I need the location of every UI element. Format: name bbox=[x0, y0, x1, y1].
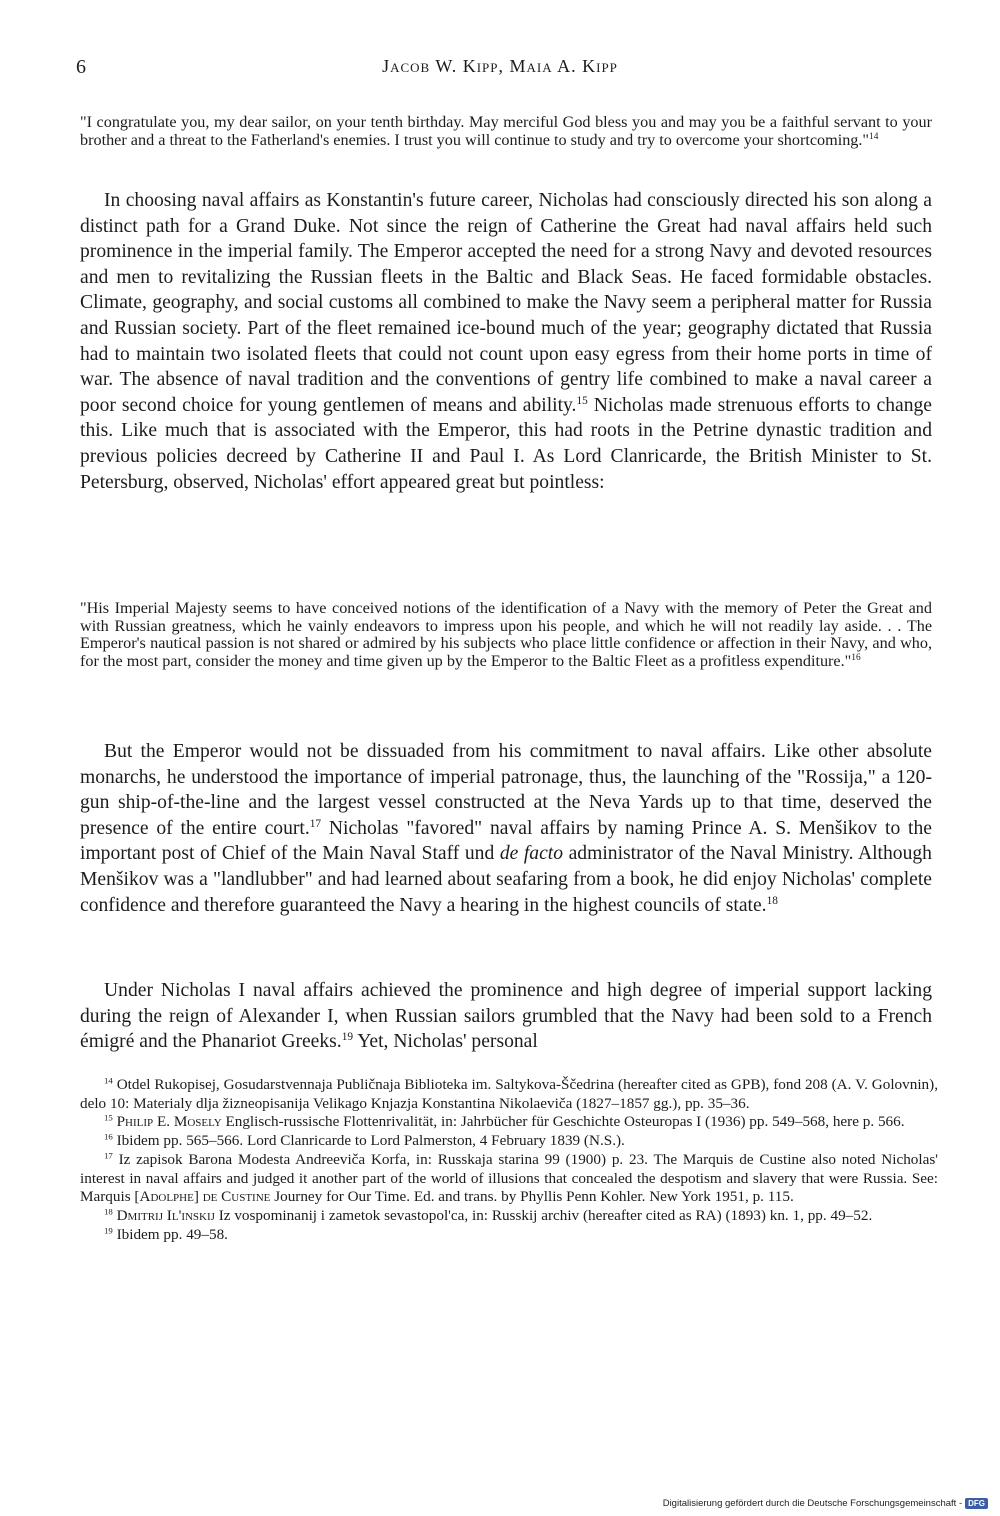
footnote-text: Iz zapisok Barona Modesta Andreeviča Korfa, in: Russkaja starina 99 (1900) p. 23. The Marquis de Custine also noted Nicholas' interest in naval affairs and judged it another part of the world of illusions that concealed the despotism and slavery that were Russia. See: Marquis bbox=[80, 1150, 938, 1206]
footnote-number: 14 bbox=[104, 1075, 113, 1086]
footnote-number: 17 bbox=[104, 1150, 113, 1161]
footnote-text: Ibidem pp. 49–58. bbox=[116, 1225, 228, 1243]
footnote-ref-18: 18 bbox=[766, 894, 778, 907]
digitization-footer bbox=[663, 1498, 988, 1509]
quote2-text: "His Imperial Majesty seems to have conceived notions of the identification of a Navy with the memory of Peter the Great and with Russian greatness, which he vainly endeavors to impress upon his people, and which he will not readily lay aside. . . The Emperor's nautical passion is not shared or admired by his subjects who place little confidence or affection in their Navy, and who, for the most part, consider the money and time given up by the Emperor to the Baltic Fleet as a profitless expenditure." bbox=[80, 599, 932, 670]
opening-quote bbox=[80, 114, 932, 149]
footnote-number: 19 bbox=[104, 1225, 113, 1236]
paragraph-2 bbox=[80, 739, 932, 918]
dfg-logo-icon: DFG bbox=[965, 1498, 988, 1509]
footnote-14 bbox=[80, 1076, 938, 1113]
footnote-17 bbox=[80, 1151, 938, 1207]
quote1-text: "I congratulate you, my dear sailor, on your tenth birthday. May merciful God bless you and may you be a faithful servant to your brother and a threat to the Fatherland's enemies. I trust you will continue to study and try to overcome your shortcoming." bbox=[80, 113, 932, 149]
footnote-number: 16 bbox=[104, 1131, 113, 1142]
footnote-text: Iz vospominanij i zametok sevastopol'ca, in: Russkij archiv (hereafter cited as RA) (1893) kn. 1, pp. 49–52. bbox=[214, 1206, 873, 1224]
footnotes bbox=[80, 1076, 938, 1244]
footnote-number: 18 bbox=[104, 1206, 113, 1217]
footnote-author: [Adolphe] de Custine bbox=[134, 1188, 271, 1206]
page-number: 6 bbox=[76, 56, 86, 78]
footnote-author: Philip E. Mosely bbox=[116, 1113, 222, 1131]
footnote-ref-16: 16 bbox=[851, 652, 861, 663]
para2-text-b: Nicholas "favored" naval affairs by naming Prince A. S. Menšikov to the important post of Chief of the Main Naval Staff und bbox=[80, 817, 932, 865]
footnote-ref-14: 14 bbox=[869, 131, 879, 142]
footnote-16 bbox=[80, 1132, 938, 1151]
paragraph-1 bbox=[80, 188, 932, 495]
para1-text-b: Nicholas made strenuous efforts to change this. Like much that is associated with the Emperor, this had roots in the Petrine dynastic tradition and previous policies decreed by Catherine II and Paul I. As Lord Clanricarde, the British Minister to St. Petersburg, observed, Nicholas' effort appeared great but pointless: bbox=[80, 394, 932, 493]
footnote-text: Englisch-russische Flottenrivalität, in: Jahrbücher für Geschichte Osteuropas I (1936) pp. 549–568, here p. 566. bbox=[221, 1113, 905, 1131]
footer-text: Digitalisierung gefördert durch die Deutsche Forschungsgemeinschaft - bbox=[662, 1498, 963, 1509]
para2-text-c: administrator of the Naval Ministry. Although Menšikov was a "landlubber" and had learned about seafaring from a book, he did enjoy Nicholas' complete confidence and therefore guaranteed the Navy a hearing in the highest councils of state. bbox=[80, 843, 932, 916]
footnote-text: Journey for Our Time. Ed. and trans. by Phyllis Penn Kohler. New York 1951, p. 115. bbox=[270, 1188, 794, 1206]
footnote-ref-19: 19 bbox=[341, 1031, 354, 1044]
para2-italic: de facto bbox=[499, 843, 564, 865]
footnote-19 bbox=[80, 1226, 938, 1245]
para2-text-a: But the Emperor would not be dissuaded from his commitment to naval affairs. Like other absolute monarchs, he understood the importance of imperial patronage, thus, the launching of the "Rossija," a 120-gun ship-of-the-line and the largest vessel constructed at the Neva Yards up to that time, deserved the presence of the entire court. bbox=[80, 741, 932, 839]
footnote-18 bbox=[80, 1207, 938, 1226]
para3-text-b: Yet, Nicholas' personal bbox=[353, 1031, 538, 1053]
para1-text-a: In choosing naval affairs as Konstantin's future career, Nicholas had consciously directed his son along a distinct path for a Grand Duke. Not since the reign of Catherine the Great had naval affairs held such prominence in the imperial family. The Emperor accepted the need for a strong Navy and devoted resources and men to revitalizing the Russian fleets in the Baltic and Black Seas. He faced formidable obstacles. Climate, geography, and social customs all combined to make the Navy seem a peripheral matter for Russia and Russian society. Part of the fleet remained ice-bound much of the year; geography dictated that Russia had to maintain two isolated fleets that could not count upon easy egress from their home ports in time of war. The absence of naval tradition and the conventions of gentry life combined to make a naval career a poor second choice for young gentlemen of means and ability. bbox=[80, 190, 932, 416]
para3-text-a: Under Nicholas I naval affairs achieved the prominence and high degree of imperial support lacking during the reign of Alexander I, when Russian sailors grumbled that the Navy had been sold to a French émigré and the Phanariot Greeks. bbox=[80, 980, 932, 1053]
footnote-15 bbox=[80, 1113, 938, 1132]
footnote-text: Otdel Rukopisej, Gosudarstvennaja Publičnaja Biblioteka im. Saltykova-Ščedrina (hereafter cited as GPB), fond 208 (A. V. Golovnin), delo 10: Materialy dlja žizneopisanija Velikago Knjazja Konstantina Nikolaeviča (1827–1857 gg.), pp. 35–36. bbox=[80, 1076, 939, 1112]
footnote-number: 15 bbox=[104, 1112, 113, 1123]
paragraph-3 bbox=[80, 978, 932, 1055]
footnote-ref-15: 15 bbox=[576, 394, 588, 407]
footnote-text: Ibidem pp. 565–566. Lord Clanricarde to Lord Palmerston, 4 February 1839 (N.S.). bbox=[116, 1132, 625, 1150]
footnote-author: Dmitrij Il'inskij bbox=[116, 1206, 215, 1224]
running-head: Jacob W. Kipp, Maia A. Kipp bbox=[382, 56, 618, 76]
footnote-ref-17: 17 bbox=[309, 817, 322, 830]
block-quote bbox=[80, 600, 932, 670]
